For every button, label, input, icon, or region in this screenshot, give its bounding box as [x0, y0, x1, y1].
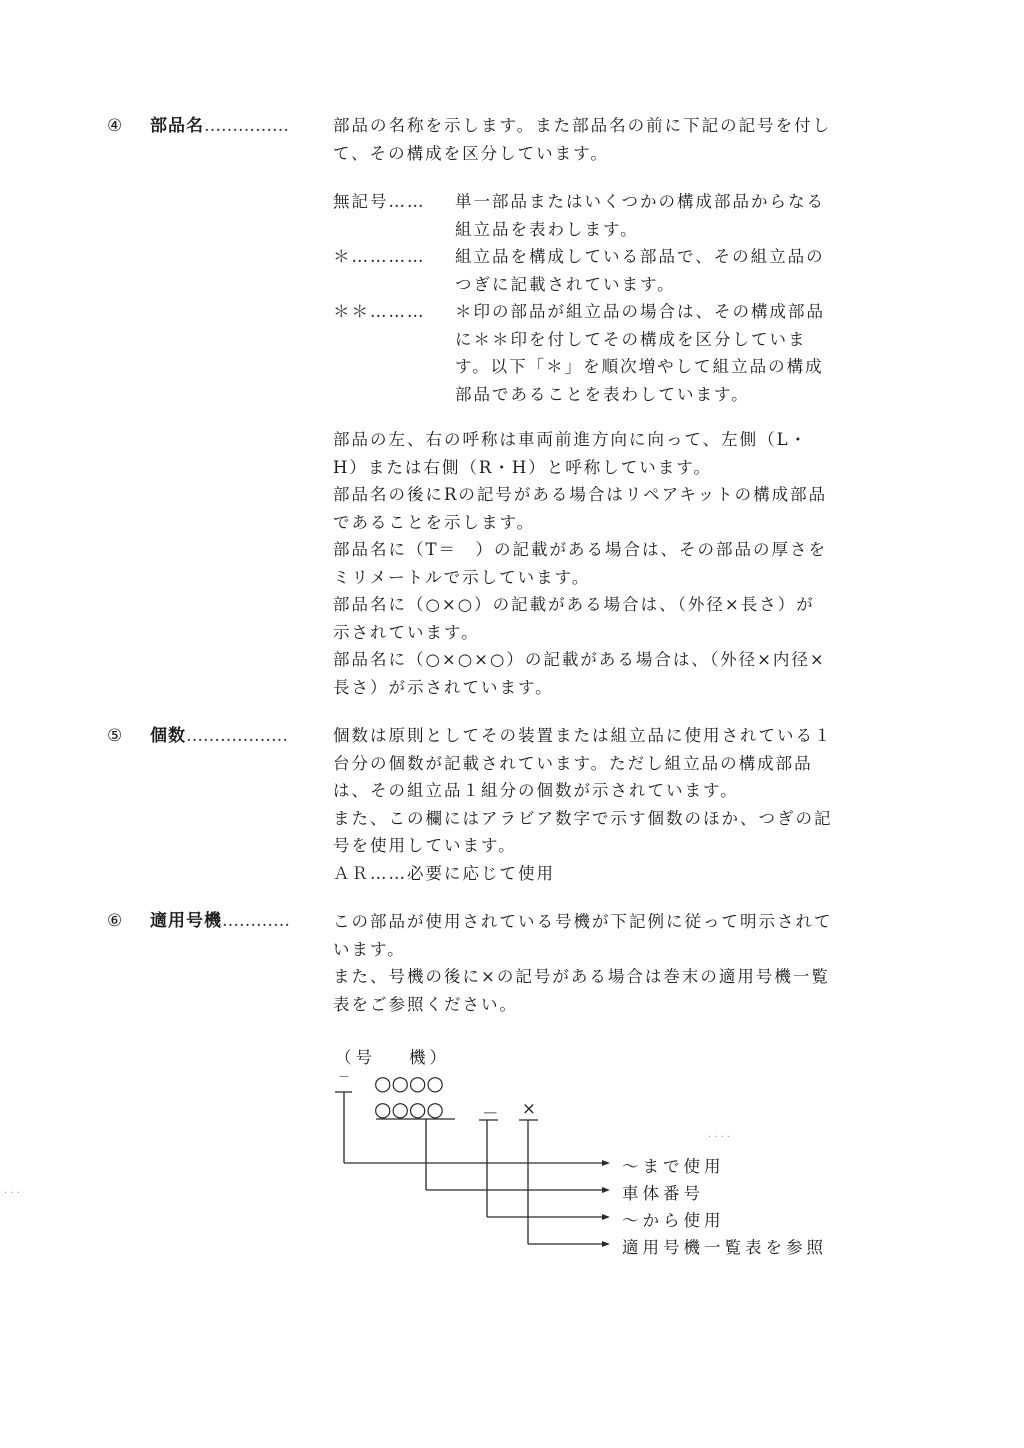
note-diameter-inner-length: 部品名に（○×○×○）の記載がある場合は、（外径×内径×長さ）が示されています。 [333, 650, 826, 697]
diagram-bottom-circles: ○○○○ [374, 1097, 444, 1121]
scan-specks: · · · · [708, 1132, 731, 1143]
applicable-serial-intro: この部品が使用されている号機が下記例に従って明示されています。 [333, 912, 833, 959]
section-4-leader: …………… [204, 116, 289, 136]
section-6-title: 適用号機 [150, 911, 222, 931]
diagram-header-close: 機） [409, 1048, 450, 1067]
note-diameter-length: 部品名に（○×○）の記載がある場合は、（外径×長さ）が示されています。 [333, 595, 815, 642]
symbol-description: 組立品を構成している部品で、その組立品のつぎに記載されています。 [455, 247, 825, 294]
section-5-title: 個数 [150, 726, 186, 746]
symbol-label: 無記号…… [333, 192, 426, 211]
diagram-top-circles: ○○○○ [374, 1071, 444, 1095]
symbol-description: 単一部品またはいくつかの構成部品からなる組立品を表わします。 [455, 192, 825, 239]
section-6-number: ⑥ [107, 911, 123, 931]
applicable-serial-cross-note: また、号機の後に×の記号がある場合は巻末の適用号機一覧表をご参照ください。 [333, 967, 830, 1014]
note-left-right: 部品の左、右の呼称は車両前進方向に向って、左側（L・H）または右側（R・H）と呼称しています。 [333, 430, 809, 477]
diagram-label-used-from: ～から使用 [622, 1211, 725, 1230]
note-thickness: 部品名に（T＝ ）の記載がある場合は、その部品の厚さをミリメートルで示しています。 [333, 540, 828, 587]
symbol-description: ＊印の部品が組立品の場合は、その構成部品に＊＊印を付してその構成を区分しています。以下「＊」を順次増やして組立品の構成部品であることを表わしています。 [455, 302, 825, 404]
quantity-symbols-intro: また、この欄にはアラビア数字で示す個数のほか、つぎの記号を使用しています。 [333, 808, 833, 855]
section-5-number: ⑤ [107, 726, 123, 746]
diagram-cross: × [522, 1099, 540, 1118]
diagram-label-see-applicable-list: 適用号機一覧表を参照 [622, 1238, 827, 1257]
quantity-ar-definition: ＡＲ……必要に応じて使用 [333, 863, 555, 883]
diagram-mid-dash: － [482, 1104, 503, 1123]
diagram-top-dash: － [338, 1070, 355, 1084]
diagram-label-used-until: ～まで使用 [622, 1157, 725, 1176]
section-5-leader: ……………… [186, 726, 288, 746]
scan-specks: · · · [4, 1188, 20, 1199]
section-4-title: 部品名 [150, 116, 204, 136]
section-4-intro-text: 部品の名称を示します。また部品名の前に下記の記号を付して、その構成を区分しています。 [333, 116, 832, 163]
note-repair-kit: 部品名の後にRの記号がある場合はリペアキットの構成部品であることを示します。 [333, 485, 828, 532]
diagram-header-open: （号 [335, 1048, 376, 1067]
quantity-rule: 個数は原則としてその装置または組立品に使用されている１台分の個数が記載されています。ただし組立品の構成部品は、その組立品１組分の個数が示されています。 [333, 726, 833, 800]
section-4-number: ④ [107, 116, 123, 136]
section-6-leader: ………… [222, 911, 290, 931]
symbol-label: ＊………… [333, 247, 426, 266]
diagram-label-vehicle-number: 車体番号 [622, 1184, 704, 1203]
symbol-label: ＊＊……… [333, 302, 426, 321]
